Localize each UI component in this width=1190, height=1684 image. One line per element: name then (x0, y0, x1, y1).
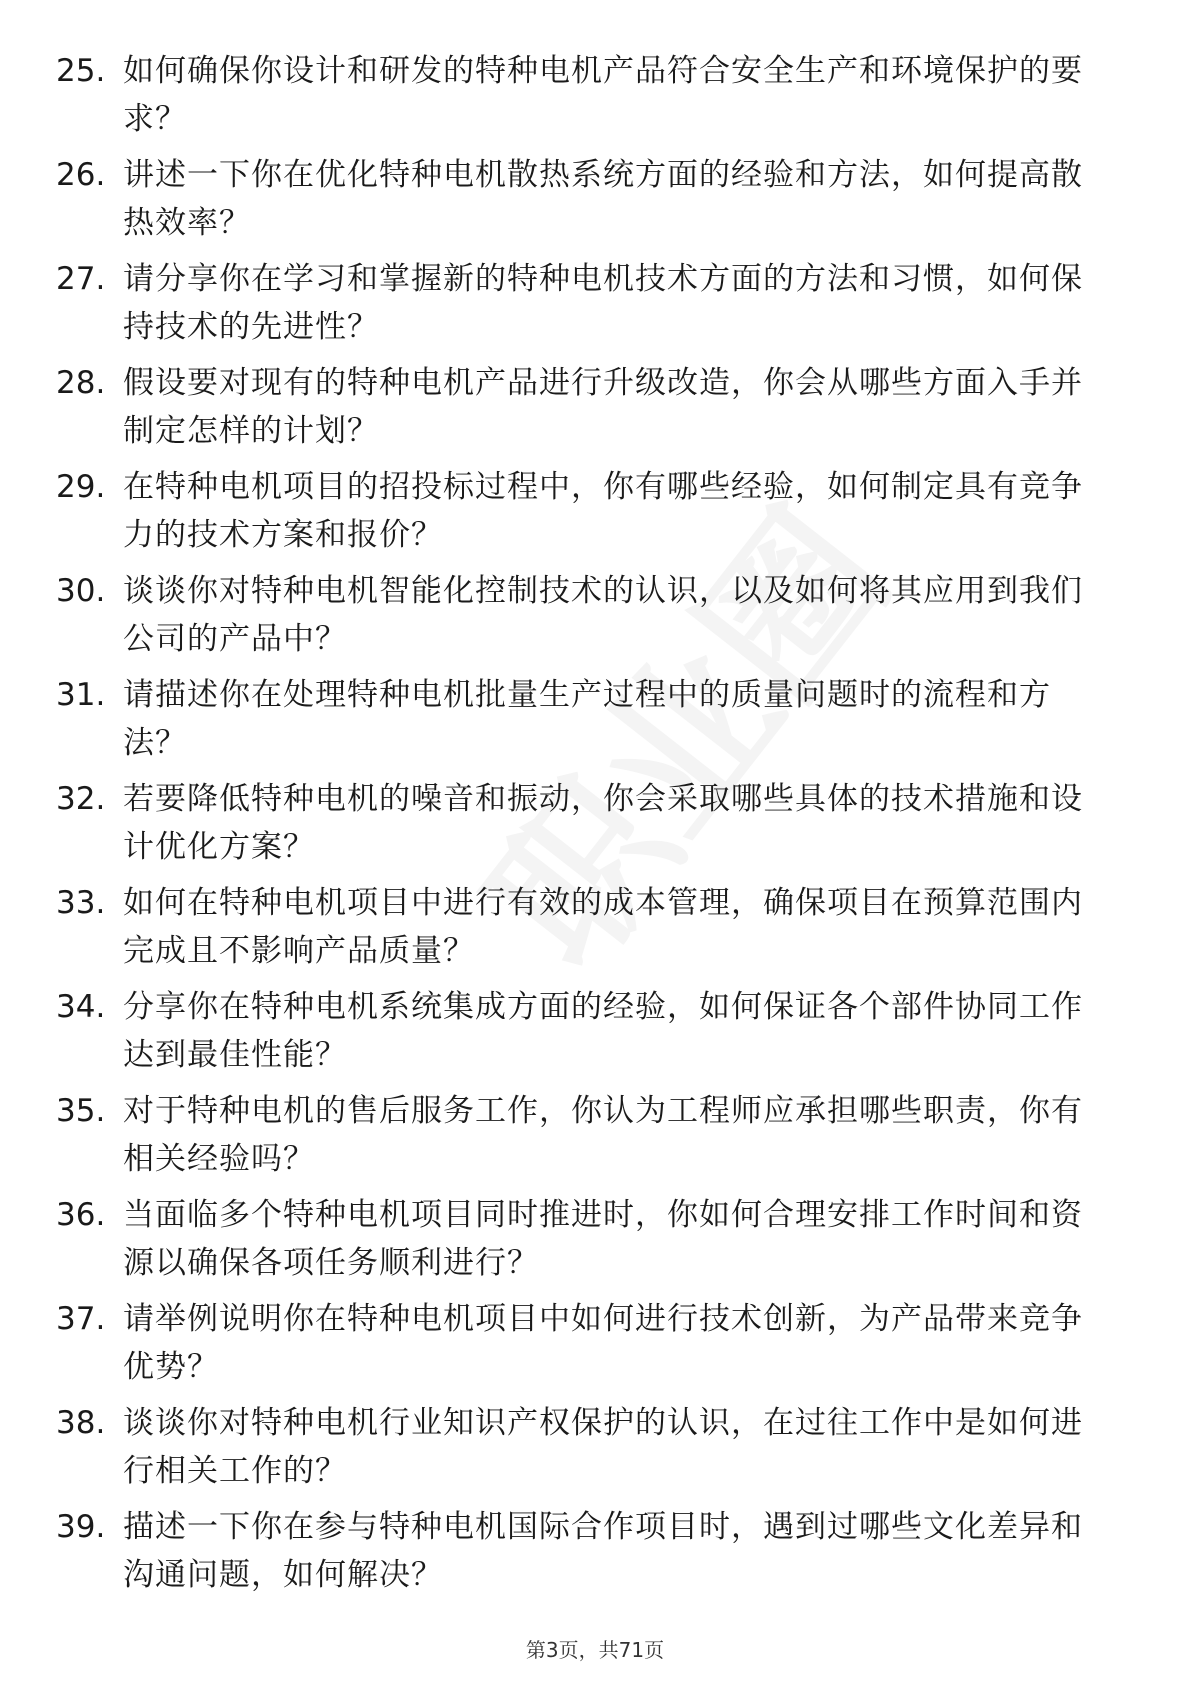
question-item (56, 983, 1136, 1087)
question-text: 在特种电机项目的招投标过程中，你有哪些经验，如何制定具有竞争力的技术方案和报价？ (123, 469, 1083, 553)
question-number: 33. (56, 885, 106, 921)
question-item (56, 775, 1136, 879)
question-item (56, 1087, 1136, 1191)
question-text: 若要降低特种电机的噪音和振动，你会采取哪些具体的技术措施和设计优化方案？ (123, 781, 1083, 865)
question-number: 32. (56, 781, 106, 817)
question-text: 谈谈你对特种电机智能化控制技术的认识，以及如何将其应用到我们公司的产品中？ (123, 573, 1083, 657)
question-text: 讲述一下你在优化特种电机散热系统方面的经验和方法，如何提高散热效率？ (123, 157, 1083, 241)
question-number: 30. (56, 573, 106, 609)
question-text: 当面临多个特种电机项目同时推进时，你如何合理安排工作时间和资源以确保各项任务顺利进行？ (123, 1197, 1083, 1281)
question-number: 34. (56, 989, 106, 1025)
question-text: 请描述你在处理特种电机批量生产过程中的质量问题时的流程和方法？ (123, 677, 1051, 761)
question-number: 28. (56, 365, 106, 401)
question-item (56, 47, 1136, 151)
question-item (56, 879, 1136, 983)
page-footer: 第3页，共71页 (525, 1638, 665, 1662)
question-item (56, 671, 1136, 775)
question-number: 31. (56, 677, 106, 713)
question-item (56, 1503, 1136, 1607)
question-text: 谈谈你对特种电机行业知识产权保护的认识，在过往工作中是如何进行相关工作的？ (123, 1405, 1083, 1489)
question-number: 29. (56, 469, 106, 505)
question-item (56, 151, 1136, 255)
question-text: 描述一下你在参与特种电机国际合作项目时，遇到过哪些文化差异和沟通问题，如何解决？ (123, 1509, 1083, 1593)
question-item (56, 463, 1136, 567)
question-number: 35. (56, 1093, 106, 1129)
question-item (56, 255, 1136, 359)
question-text: 分享你在特种电机系统集成方面的经验，如何保证各个部件协同工作达到最佳性能？ (123, 989, 1083, 1073)
question-text: 假设要对现有的特种电机产品进行升级改造，你会从哪些方面入手并制定怎样的计划？ (123, 365, 1083, 449)
question-item (56, 359, 1136, 463)
question-number: 38. (56, 1405, 106, 1441)
question-number: 27. (56, 261, 106, 297)
question-number: 39. (56, 1509, 106, 1545)
question-list (56, 47, 1136, 1607)
question-item (56, 567, 1136, 671)
question-number: 36. (56, 1197, 106, 1233)
question-text: 对于特种电机的售后服务工作，你认为工程师应承担哪些职责，你有相关经验吗？ (123, 1093, 1083, 1177)
question-number: 26. (56, 157, 106, 193)
question-text: 请举例说明你在特种电机项目中如何进行技术创新，为产品带来竞争优势？ (123, 1301, 1083, 1385)
question-item (56, 1399, 1136, 1503)
question-item (56, 1295, 1136, 1399)
question-text: 如何确保你设计和研发的特种电机产品符合安全生产和环境保护的要求？ (123, 53, 1083, 137)
question-item (56, 1191, 1136, 1295)
question-number: 25. (56, 53, 106, 89)
question-text: 请分享你在学习和掌握新的特种电机技术方面的方法和习惯，如何保持技术的先进性？ (123, 261, 1083, 345)
question-text: 如何在特种电机项目中进行有效的成本管理，确保项目在预算范围内完成且不影响产品质量？ (123, 885, 1083, 969)
question-number: 37. (56, 1301, 106, 1337)
